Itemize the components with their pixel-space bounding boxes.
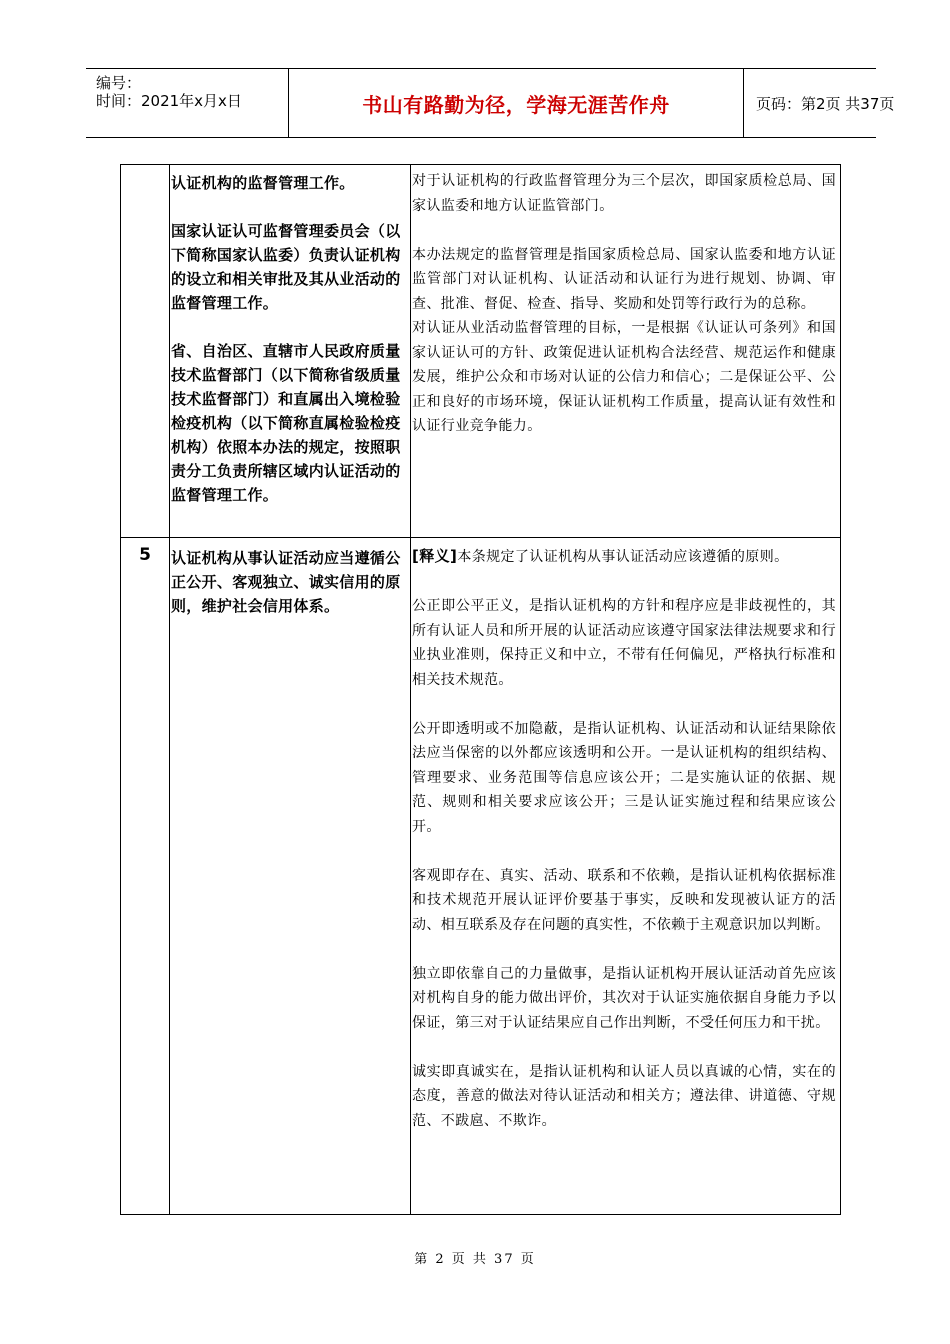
explanation-cell [412,544,836,1158]
explanation-paragraph: 独立即依靠自己的力量做事，是指认证机构开展认证活动首先应该对机构自身的能力做出评价，其次对于认证实施依据自身能力予以保证，第三对于认证结果应自己作出判断，不受任何压力和干扰。 [412,965,836,1031]
row-divider [121,537,840,538]
document-header [86,68,895,138]
page-footer: 第 2 页 共 37 页 [414,1252,536,1267]
document-number-label: 编号： [96,74,142,92]
header-meta [86,69,286,137]
explanation-paragraph: 客观即存在、真实、活动、联系和不依赖，是指认证机构依据标准和技术规范开展认证评价要基于事实，反映和发现被认证方的活动、相互联系及存在问题的真实性，不依赖于主观意识加以判断。 [412,867,836,933]
explanation-tag: [释义] [412,547,458,565]
header-page-cell [756,69,895,137]
explanation-cell [412,169,836,463]
law-text-cell [171,171,409,531]
explanation-paragraph: 对认证从业活动监督管理的目标，一是根据《认证认可条列》和国家认证认可的方针、政策促进认证机构合法经营、规范运作和健康发展，维护公众和市场对认证的公信力和信心；二是保证公平、公正和良好的市场环境，保证认证机构工作质量，提高认证有效性和认证行业竞争能力。 [412,320,836,434]
law-paragraph: 省、自治区、直辖市人民政府质量技术监督部门（以下简称省级质量技术监督部门）和直属出入境检验检疫机构（以下简称直属检验检疫机构）依照本办法的规定，按照职责分工负责所辖区域内认证活动的监督管理工作。 [171,342,401,504]
header-motto-cell [288,69,744,137]
explanation-paragraph: 对于认证机构的行政监督管理分为三个层次，即国家质检总局、国家认监委和地方认证监管部门。 [412,173,836,214]
commentary-table [120,164,841,1215]
column-divider [410,165,411,1214]
document-time-label: 时间：2021年x月x日 [96,92,242,110]
explanation-paragraph: 公开即透明或不加隐蔽，是指认证机构、认证活动和认证结果除依法应当保密的以外都应该透明和公开。一是认证机构的组织结构、管理要求、业务范围等信息应该公开；二是实施认证的依据、规范、规则和相关要求应该公开；三是认证实施过程和结果应该公开。 [412,720,836,835]
explanation-paragraph: 本办法规定的监督管理是指国家质检总局、国家认监委和地方认证监管部门对认证机构、认证活动和认证行为进行规划、协调、审查、批准、督促、检查、指导、奖励和处罚等行政行为的总称。 [412,246,836,312]
law-paragraph: 认证机构的监督管理工作。 [171,174,355,192]
law-paragraph: 国家认证认可监督管理委员会（以下简称国家认监委）负责认证机构的设立和相关审批及其从业活动的监督管理工作。 [171,222,401,312]
explanation-paragraph: 公正即公平正义，是指认证机构的方针和程序应是非歧视性的，其所有认证人员和所开展的认证活动应该遵守国家法律法规要求和行业执业准则，保持正义和中立，不带有任何偏见，严格执行标准和相关技术规范。 [412,598,836,688]
motto-text: 书山有路勤为径，学海无涯苦作舟 [362,92,670,117]
law-paragraph: 认证机构从事认证活动应当遵循公正公开、客观独立、诚实信用的原则，维护社会信用体系。 [171,549,401,615]
explanation-paragraph: 本条规定了认证机构从事认证活动应该遵循的原则。 [457,549,789,565]
law-text-cell [171,546,409,642]
explanation-paragraph: 诚实即真诚实在，是指认证机构和认证人员以真诚的心情，实在的态度，善意的做法对待认证活动和相关方；遵法律、讲道德、守规范、不跋扈、不欺诈。 [412,1063,836,1129]
column-divider [169,165,170,1214]
article-number: 5 [139,545,151,565]
page-number-label: 页码：第2页 共37页 [756,94,895,113]
